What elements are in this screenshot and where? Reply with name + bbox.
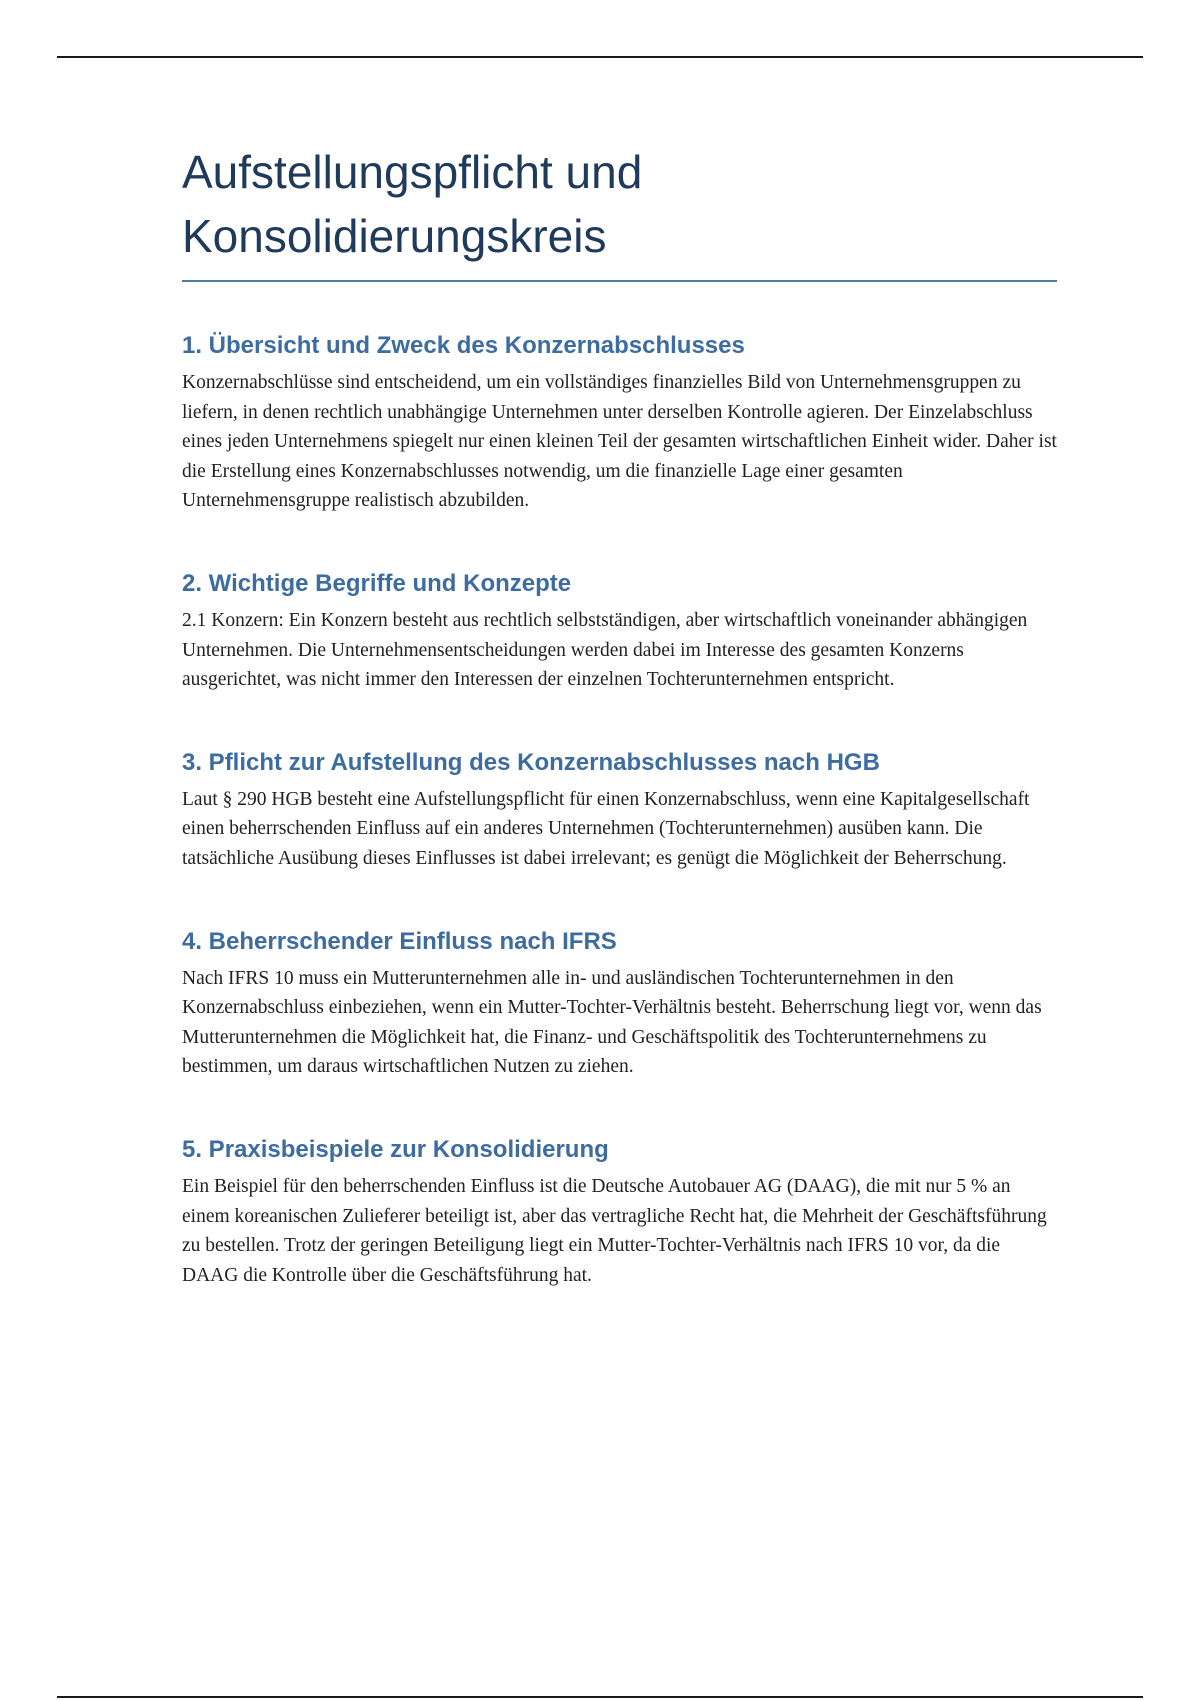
section-heading: 5. Praxisbeispiele zur Konsolidierung [182, 1135, 609, 1163]
header-rule [57, 56, 1143, 58]
section-hgb-duty [182, 747, 1057, 874]
document-page [182, 140, 1057, 1290]
section-examples [182, 1134, 1057, 1290]
section-body: 2.1 Konzern: Ein Konzern besteht aus rechtlich selbstständigen, aber wirtschaftlich voneinander abhängigen Unternehmen. Die Unternehmensentscheidungen werden dabei im Interesse des gesamten Konzerns ausgerichtet, was nicht immer den Interessen der einzelnen Tochterunternehmen entspricht. [182, 609, 1028, 691]
section-terms [182, 568, 1057, 695]
section-heading: 2. Wichtige Begriffe und Konzepte [182, 569, 572, 597]
document-title-line-1: Aufstellungspflicht und [182, 146, 643, 198]
section-body: Ein Beispiel für den beherrschenden Einfluss ist die Deutsche Autobauer AG (DAAG), die mit nur 5 % an einem koreanischen Zulieferer beteiligt ist, aber das vertragliche Recht hat, die Mehrheit der Geschäftsführung zu bestellen. Trotz der geringen Beteiligung liegt ein Mutter-Tochter-Verhältnis nach IFRS 10 vor, da die DAAG die Kontrolle über die Geschäftsführung hat. [182, 1175, 1047, 1286]
section-ifrs-control [182, 926, 1057, 1082]
document-title-line-2: Konsolidierungskreis [182, 210, 607, 262]
section-overview [182, 330, 1057, 516]
section-heading: 1. Übersicht und Zweck des Konzernabschlusses [182, 332, 745, 359]
section-body: Konzernabschlüsse sind entscheidend, um ein vollständiges finanzielles Bild von Unternehmensgruppen zu liefern, in denen rechtlich unabhängige Unternehmen unter derselben Kontrolle agieren. Der Einzelabschluss eines jeden Unternehmens spiegelt nur einen kleinen Teil der gesamten wirtschaftlichen Einheit wider. Daher ist die Erstellung eines Konzernabschlusses notwendig, um die finanzielle Lage einer gesamten Unternehmensgruppe realistisch abzubilden. [182, 372, 1057, 512]
section-heading: 4. Beherrschender Einfluss nach IFRS [182, 927, 617, 955]
document-title [182, 140, 1057, 282]
section-heading: 3. Pflicht zur Aufstellung des Konzernabschlusses nach HGB [182, 748, 880, 776]
section-body: Nach IFRS 10 muss ein Mutterunternehmen alle in- und ausländischen Tochterunternehmen in den Konzernabschluss einbeziehen, wenn ein Mutter-Tochter-Verhältnis besteht. Beherrschung liegt vor, wenn das Mutterunternehmen die Möglichkeit hat, die Finanz- und Geschäftspolitik des Tochterunternehmens zu bestimmen, um daraus wirtschaftlichen Nutzen zu ziehen. [182, 967, 1042, 1078]
footer-rule [57, 1696, 1143, 1698]
section-body: Laut § 290 HGB besteht eine Aufstellungspflicht für einen Konzernabschluss, wenn eine Kapitalgesellschaft einen beherrschenden Einfluss auf ein anderes Unternehmen (Tochterunternehmen) ausüben kann. Die tatsächliche Ausübung dieses Einflusses ist dabei irrelevant; es genügt die Möglichkeit der Beherrschung. [182, 788, 1030, 869]
